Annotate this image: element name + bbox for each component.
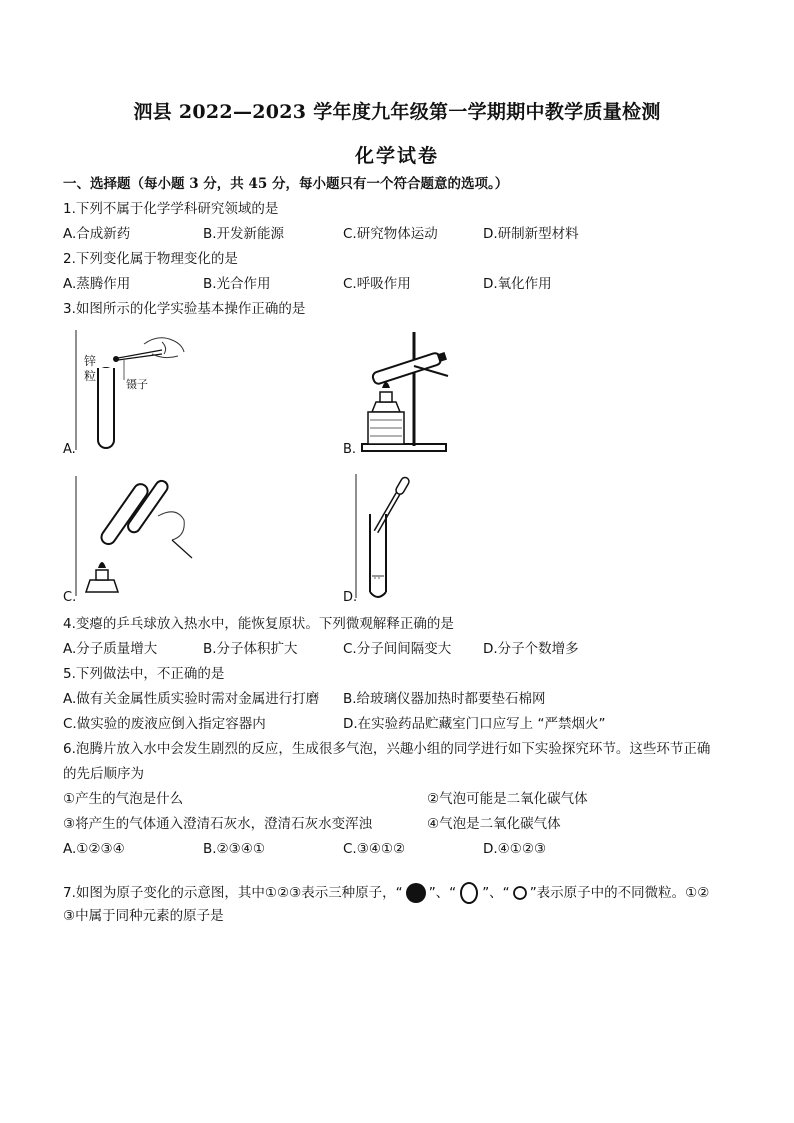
q2-option-a: A.蒸腾作用: [63, 276, 131, 292]
q2-option-c: C.呼吸作用: [343, 276, 411, 292]
section-heading: 一、选择题（每小题 3 分，共 45 分，每小题只有一个符合题意的选项。）: [63, 176, 509, 192]
figure-a-label-tweezers: 镊子: [126, 378, 148, 391]
q1-stem: 1.下列不属于化学学科研究领域的是: [63, 201, 279, 217]
q3-label-a: A.: [63, 442, 76, 457]
q5-option-c: C.做实验的废液应倒入指定容器内: [63, 716, 266, 732]
q5-stem: 5.下列做法中，不正确的是: [63, 666, 225, 682]
q3-label-d: D.: [343, 590, 358, 605]
large-hollow-circle-icon: [457, 881, 481, 905]
q3-stem: 3.如图所示的化学实验基本操作正确的是: [63, 301, 306, 317]
small-hollow-circle-icon: [511, 884, 529, 902]
q1-option-b: B.开发新能源: [203, 226, 285, 242]
q4-option-b: B.分子体积扩大: [203, 641, 298, 657]
q6-stem-line2: 的先后顺序为: [63, 766, 144, 782]
q7-stem-line2: ③中属于同种元素的原子是: [63, 908, 224, 924]
q6-option-b: B.②③④①: [203, 841, 265, 857]
q6-stem-line1: 6.泡腾片放入水中会发生剧烈的反应，生成很多气泡，兴趣小组的同学进行如下实验探究环节。这些环节正确: [63, 741, 711, 757]
q1-option-d: D.研制新型材料: [483, 226, 579, 242]
q7-stem-line1: [63, 881, 709, 905]
q5-option-a: A.做有关金属性质实验时需对金属进行打磨: [63, 691, 320, 707]
q2-stem: 2.下列变化属于物理变化的是: [63, 251, 238, 267]
figure-a-test-tube-tweezers: [72, 330, 192, 455]
q6-option-d: D.④①②③: [483, 841, 547, 857]
q6-item-3: ③将产生的气体通入澄清石灰水，澄清石灰水变浑浊: [63, 816, 373, 832]
figure-a-label-zinc: 锌: [84, 354, 97, 368]
q1-option-c: C.研究物体运动: [343, 226, 438, 242]
q3-label-c: C.: [63, 590, 77, 605]
q4-stem: 4.变瘪的乒乓球放入热水中，能恢复原状。下列微观解释正确的是: [63, 616, 454, 632]
q7-separator-1: ”、“: [428, 885, 457, 901]
exam-title: 泗县 2022—2023 学年度九年级第一学期期中教学质量检测: [133, 101, 661, 123]
q7-stem-part-b: ”表示原子中的不同微粒。①②: [529, 885, 710, 901]
q4-option-c: C.分子间间隔变大: [343, 641, 452, 657]
q6-item-4: ④气泡是二氧化碳气体: [427, 816, 561, 832]
q7-stem-part-a: 7.如图为原子变化的示意图，其中①②③表示三种原子，“: [63, 885, 403, 901]
q4-option-a: A.分子质量增大: [63, 641, 158, 657]
figure-b-heating-apparatus: [352, 328, 462, 455]
q2-option-d: D.氧化作用: [483, 276, 552, 292]
q2-option-b: B.光合作用: [203, 276, 271, 292]
q6-item-2: ②气泡可能是二氧化碳气体: [427, 791, 588, 807]
q4-option-d: D.分子个数增多: [483, 641, 579, 657]
figure-d-dropper-test-tube: [352, 474, 432, 604]
q5-option-b: B.给玻璃仪器加热时都要垫石棉网: [343, 691, 546, 707]
q6-option-c: C.③④①②: [343, 841, 406, 857]
figure-a-label-granule: 粒: [84, 369, 97, 383]
q1-option-a: A.合成新药: [63, 226, 131, 242]
q5-option-d: D.在实验药品贮藏室门口应写上 “严禁烟火”: [343, 716, 606, 732]
q6-item-1: ①产生的气泡是什么: [63, 791, 184, 807]
q6-option-a: A.①②③④: [63, 841, 125, 857]
figure-c-pouring-tube: [72, 476, 202, 604]
q7-separator-2: ”、“: [482, 885, 510, 901]
exam-subtitle: 化学试卷: [354, 145, 439, 167]
q3-label-b: B.: [343, 442, 357, 457]
filled-circle-icon: [404, 881, 428, 905]
